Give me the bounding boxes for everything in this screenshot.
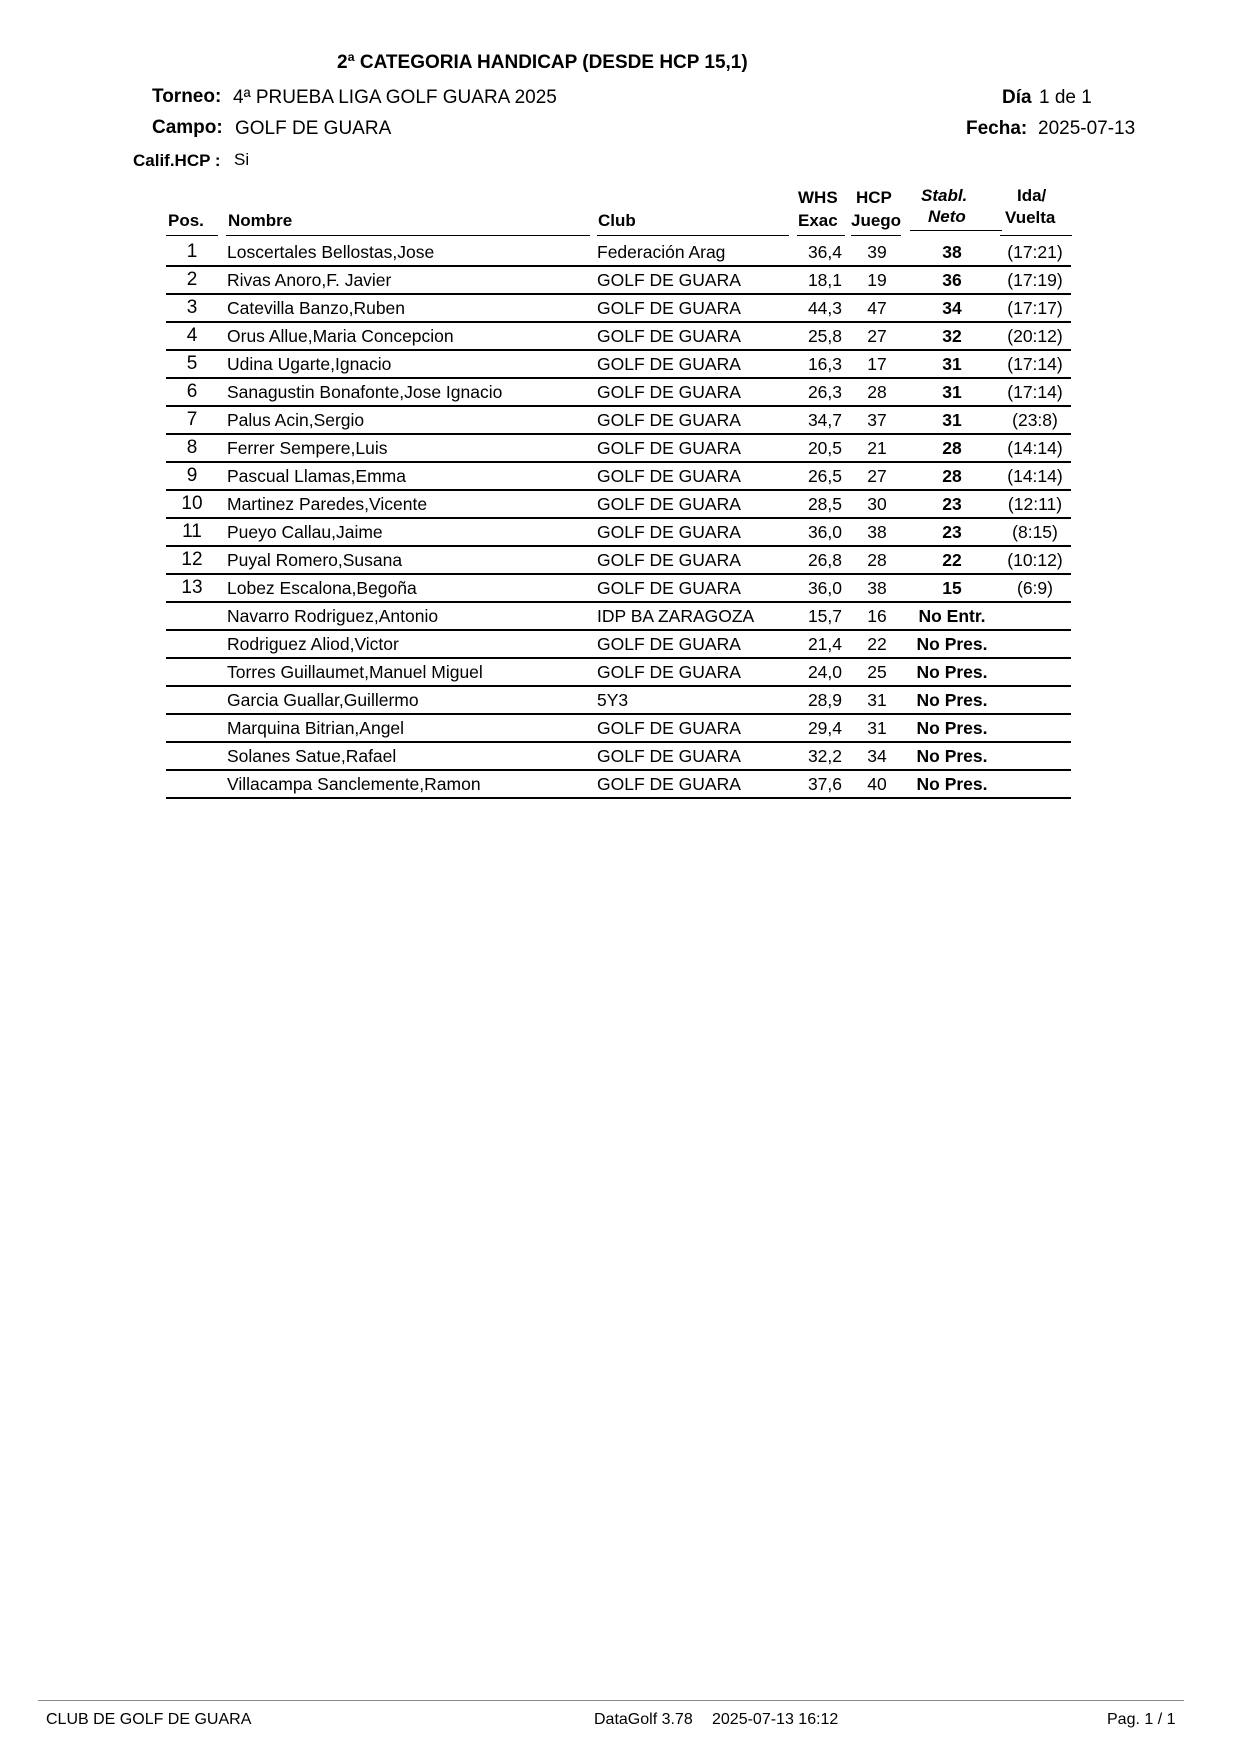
row-stableford-neto: 31 xyxy=(942,382,962,402)
col-ida-vuelta-header-1: Ida/ xyxy=(1017,186,1047,205)
row-hcp-juego: 40 xyxy=(867,774,887,794)
row-hcp-juego: 27 xyxy=(867,326,887,346)
row-position: 7 xyxy=(186,409,198,430)
row-club: GOLF DE GUARA xyxy=(597,774,741,794)
row-player-name: Solanes Satue,Rafael xyxy=(227,746,397,766)
row-stableford-neto: 36 xyxy=(942,270,962,290)
row-ida-vuelta: (12:11) xyxy=(1007,494,1063,514)
row-stableford-neto: No Pres. xyxy=(916,746,988,766)
dia-value: 1 de 1 xyxy=(1039,87,1092,108)
row-whs-exact: 15,7 xyxy=(807,606,842,626)
row-stableford-neto: 15 xyxy=(942,578,962,598)
row-hcp-juego: 38 xyxy=(867,578,887,598)
table-row xyxy=(0,771,1241,799)
table-row xyxy=(0,631,1241,659)
row-whs-exact: 29,4 xyxy=(807,718,842,738)
row-player-name: Pueyo Callau,Jaime xyxy=(227,522,383,542)
row-player-name: Lobez Escalona,Begoña xyxy=(227,578,417,598)
row-position: 5 xyxy=(186,353,198,374)
row-club: GOLF DE GUARA xyxy=(597,270,741,290)
row-position: 11 xyxy=(182,521,202,542)
row-position: 9 xyxy=(186,465,198,486)
row-club: GOLF DE GUARA xyxy=(597,466,741,486)
row-stableford-neto: 32 xyxy=(942,326,962,346)
row-whs-exact: 18,1 xyxy=(807,270,842,290)
table-row xyxy=(0,351,1241,379)
row-hcp-juego: 37 xyxy=(867,410,887,430)
row-player-name: Rivas Anoro,F. Javier xyxy=(227,270,392,290)
row-club: Federación Arag xyxy=(597,242,726,262)
header-rule-nombre xyxy=(226,235,590,236)
row-whs-exact: 36,0 xyxy=(807,522,842,542)
row-stableford-neto: 34 xyxy=(942,298,962,318)
row-stableford-neto: No Pres. xyxy=(916,718,988,738)
row-club: GOLF DE GUARA xyxy=(597,438,741,458)
row-ida-vuelta: (17:17) xyxy=(1007,298,1063,318)
row-whs-exact: 26,8 xyxy=(807,550,842,570)
col-ida-vuelta-header-2: Vuelta xyxy=(1005,208,1056,227)
row-stableford-neto: No Pres. xyxy=(916,774,988,794)
row-player-name: Sanagustin Bonafonte,Jose Ignacio xyxy=(227,382,503,402)
row-ida-vuelta: (14:14) xyxy=(1007,438,1063,458)
header-rule-whs xyxy=(797,235,845,236)
row-divider xyxy=(166,797,1071,799)
row-player-name: Navarro Rodriguez,Antonio xyxy=(227,606,439,626)
row-club: GOLF DE GUARA xyxy=(597,354,741,374)
table-row xyxy=(0,687,1241,715)
table-row xyxy=(0,715,1241,743)
header-rule-hcp xyxy=(851,235,901,236)
row-whs-exact: 20,5 xyxy=(807,438,842,458)
calif-hcp-value: Si xyxy=(234,150,250,169)
row-club: GOLF DE GUARA xyxy=(597,550,741,570)
footer-page: Pag. 1 / 1 xyxy=(1107,1711,1176,1728)
row-club: GOLF DE GUARA xyxy=(597,326,741,346)
row-whs-exact: 32,2 xyxy=(807,746,842,766)
col-neto-header-2: Neto xyxy=(928,207,966,226)
footer-rule xyxy=(38,1700,1184,1701)
row-stableford-neto: No Pres. xyxy=(916,662,988,682)
row-player-name: Villacampa Sanclemente,Ramon xyxy=(227,774,481,794)
row-ida-vuelta: (23:8) xyxy=(1012,410,1058,430)
row-player-name: Palus Acin,Sergio xyxy=(227,410,365,430)
col-club-header: Club xyxy=(598,211,636,230)
row-ida-vuelta: (10:12) xyxy=(1007,550,1063,570)
row-player-name: Rodriguez Aliod,Victor xyxy=(227,634,399,654)
table-row xyxy=(0,603,1241,631)
table-row xyxy=(0,407,1241,435)
row-ida-vuelta: (6:9) xyxy=(1017,578,1053,598)
row-hcp-juego: 30 xyxy=(867,494,887,514)
row-stableford-neto: 38 xyxy=(942,242,962,262)
row-whs-exact: 36,0 xyxy=(807,578,842,598)
col-hcp-header-2: Juego xyxy=(851,211,902,230)
col-whs-header-1: WHS xyxy=(798,188,838,207)
row-player-name: Garcia Guallar,Guillermo xyxy=(227,690,419,710)
row-hcp-juego: 25 xyxy=(867,662,887,682)
table-row xyxy=(0,323,1241,351)
row-position: 8 xyxy=(186,437,198,458)
row-player-name: Orus Allue,Maria Concepcion xyxy=(227,326,454,346)
table-header xyxy=(0,0,1241,240)
row-club: GOLF DE GUARA xyxy=(597,298,741,318)
row-club: GOLF DE GUARA xyxy=(597,718,741,738)
table-row xyxy=(0,519,1241,547)
row-position: 12 xyxy=(181,549,203,570)
row-whs-exact: 28,9 xyxy=(807,690,842,710)
row-whs-exact: 44,3 xyxy=(807,298,842,318)
row-position: 13 xyxy=(181,577,203,598)
row-club: GOLF DE GUARA xyxy=(597,746,741,766)
row-ida-vuelta: (17:14) xyxy=(1007,382,1063,402)
row-hcp-juego: 28 xyxy=(867,550,887,570)
table-row xyxy=(0,491,1241,519)
row-whs-exact: 37,6 xyxy=(807,774,842,794)
row-club: IDP BA ZARAGOZA xyxy=(597,606,755,626)
header-rule-neto xyxy=(910,230,1002,231)
row-stableford-neto: 31 xyxy=(942,354,962,374)
col-neto-header-1: Stabl. xyxy=(921,186,968,205)
col-hcp-header-1: HCP xyxy=(856,188,892,207)
row-whs-exact: 36,4 xyxy=(807,242,842,262)
header-rule-club xyxy=(597,235,789,236)
row-hcp-juego: 47 xyxy=(867,298,887,318)
footer-timestamp: 2025-07-13 16:12 xyxy=(712,1711,839,1728)
row-ida-vuelta: (8:15) xyxy=(1012,522,1058,542)
row-whs-exact: 28,5 xyxy=(807,494,842,514)
row-hcp-juego: 19 xyxy=(867,270,887,290)
row-whs-exact: 16,3 xyxy=(807,354,842,374)
fecha-label: Fecha: xyxy=(966,118,1028,139)
page-title: 2ª CATEGORIA HANDICAP (DESDE HCP 15,1) xyxy=(337,52,748,73)
footer-club: CLUB DE GOLF DE GUARA xyxy=(46,1711,252,1728)
results-table xyxy=(0,239,1241,799)
row-hcp-juego: 21 xyxy=(867,438,887,458)
row-player-name: Udina Ugarte,Ignacio xyxy=(227,354,392,374)
row-player-name: Martinez Paredes,Vicente xyxy=(227,494,428,514)
row-ida-vuelta: (17:14) xyxy=(1007,354,1063,374)
row-whs-exact: 25,8 xyxy=(807,326,842,346)
row-hcp-juego: 16 xyxy=(867,606,887,626)
row-player-name: Pascual Llamas,Emma xyxy=(227,466,406,486)
table-row xyxy=(0,435,1241,463)
row-stableford-neto: 28 xyxy=(942,438,962,458)
torneo-label: Torneo: xyxy=(152,86,222,107)
row-stableford-neto: 22 xyxy=(942,550,962,570)
campo-label: Campo: xyxy=(152,117,223,138)
table-row xyxy=(0,743,1241,771)
row-stableford-neto: 23 xyxy=(942,494,962,514)
table-row xyxy=(0,267,1241,295)
row-club: GOLF DE GUARA xyxy=(597,382,741,402)
row-position: 10 xyxy=(181,493,203,514)
row-stableford-neto: No Pres. xyxy=(916,690,988,710)
table-row xyxy=(0,379,1241,407)
col-whs-header-2: Exac xyxy=(798,211,838,230)
header-rule-pos xyxy=(166,235,218,236)
row-hcp-juego: 38 xyxy=(867,522,887,542)
table-row xyxy=(0,659,1241,687)
row-stableford-neto: 28 xyxy=(942,466,962,486)
calif-hcp-label: Calif.HCP : xyxy=(133,151,221,170)
fecha-value: 2025-07-13 xyxy=(1038,118,1136,139)
row-position: 6 xyxy=(186,381,198,402)
row-club: GOLF DE GUARA xyxy=(597,494,741,514)
row-ida-vuelta: (14:14) xyxy=(1007,466,1063,486)
row-hcp-juego: 39 xyxy=(867,242,887,262)
row-hcp-juego: 34 xyxy=(867,746,887,766)
table-row xyxy=(0,547,1241,575)
row-whs-exact: 26,5 xyxy=(807,466,842,486)
header-rule-ida-vuelta xyxy=(1000,235,1072,236)
row-stableford-neto: No Pres. xyxy=(916,634,988,654)
row-player-name: Torres Guillaumet,Manuel Miguel xyxy=(227,662,483,682)
row-hcp-juego: 27 xyxy=(867,466,887,486)
row-club: 5Y3 xyxy=(597,690,629,710)
footer-software: DataGolf 3.78 xyxy=(594,1711,693,1728)
dia-label: Día xyxy=(1002,87,1032,108)
row-position: 3 xyxy=(186,297,198,318)
torneo-value: 4ª PRUEBA LIGA GOLF GUARA 2025 xyxy=(233,87,557,108)
row-hcp-juego: 22 xyxy=(867,634,887,654)
row-club: GOLF DE GUARA xyxy=(597,522,741,542)
row-ida-vuelta: (17:21) xyxy=(1007,242,1063,262)
row-hcp-juego: 17 xyxy=(867,354,887,374)
row-ida-vuelta: (20:12) xyxy=(1007,326,1063,346)
col-pos-header: Pos. xyxy=(168,211,204,230)
row-player-name: Puyal Romero,Susana xyxy=(227,550,403,570)
row-stableford-neto: 31 xyxy=(942,410,962,430)
row-whs-exact: 26,3 xyxy=(807,382,842,402)
table-row xyxy=(0,239,1241,267)
row-whs-exact: 34,7 xyxy=(807,410,842,430)
row-whs-exact: 24,0 xyxy=(807,662,842,682)
table-row xyxy=(0,575,1241,603)
row-hcp-juego: 31 xyxy=(867,718,887,738)
row-club: GOLF DE GUARA xyxy=(597,662,741,682)
row-player-name: Loscertales Bellostas,Jose xyxy=(227,242,435,262)
row-player-name: Marquina Bitrian,Angel xyxy=(227,718,405,738)
row-whs-exact: 21,4 xyxy=(807,634,842,654)
row-club: GOLF DE GUARA xyxy=(597,410,741,430)
row-position: 2 xyxy=(186,269,198,290)
row-stableford-neto: 23 xyxy=(942,522,962,542)
table-row xyxy=(0,295,1241,323)
row-position: 4 xyxy=(186,325,198,346)
row-ida-vuelta: (17:19) xyxy=(1007,270,1063,290)
row-club: GOLF DE GUARA xyxy=(597,578,741,598)
row-club: GOLF DE GUARA xyxy=(597,634,741,654)
row-position: 1 xyxy=(186,241,198,262)
row-player-name: Ferrer Sempere,Luis xyxy=(227,438,388,458)
row-player-name: Catevilla Banzo,Ruben xyxy=(227,298,406,318)
col-nombre-header: Nombre xyxy=(228,211,293,230)
row-stableford-neto: No Entr. xyxy=(918,606,986,626)
row-hcp-juego: 28 xyxy=(867,382,887,402)
campo-value: GOLF DE GUARA xyxy=(235,118,392,139)
table-row xyxy=(0,463,1241,491)
row-hcp-juego: 31 xyxy=(867,690,887,710)
